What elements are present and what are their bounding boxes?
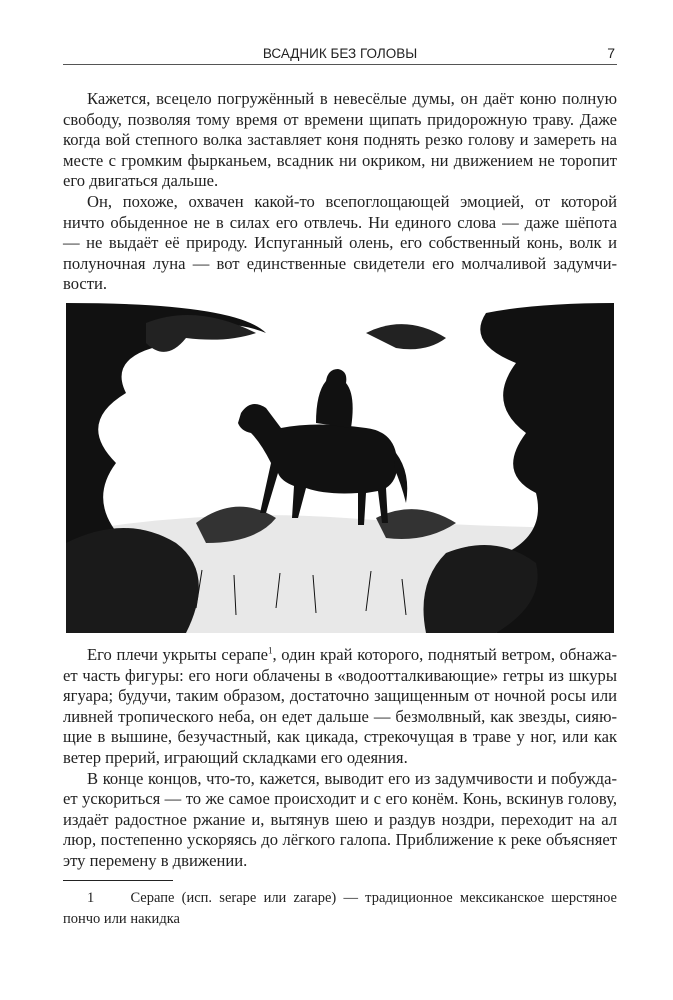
text-line: ет часть фигуры: его ноги облачены в «водоотталкивающие» гетры из шкуры [63, 665, 617, 685]
text-line: ветер прерий, играющий складками его одеяния. [63, 747, 408, 767]
text-block-bottom [63, 645, 617, 872]
footnote-divider [63, 880, 173, 881]
text-line: ет ускориться — то же самое происходит и с его конём. Конь, вскинув голову, [63, 789, 617, 809]
text-line: его двигаться дальше. [63, 171, 219, 191]
page-number: 7 [607, 45, 615, 61]
text-line: В конце концов, что-то, кажется, выводит его из задумчивости и побужда- [87, 768, 617, 788]
text-line: когда вой степного волка заставляет коня поднять резко голову и замереть на [63, 130, 617, 150]
text-line: эту перемену в движении. [63, 850, 248, 870]
running-header [63, 44, 617, 65]
text-block-top [63, 89, 617, 295]
text-line: ягуара; будучи, таким образом, достаточно защищенным от ночной росы или [63, 686, 617, 706]
text-line: ливней тропического неба, он едет дальше — безмолвный, как звезды, сияю- [63, 706, 617, 726]
text-span: Его плечи укрыты серапе [87, 645, 268, 664]
text-line: ничто обыденное не в силах его отвлечь. Ни единого слова — даже шёпота [63, 212, 617, 232]
text-line [63, 645, 617, 666]
text-line: — не выдаёт её природу. Испуганный олень, его собственный конь, волк и [63, 233, 617, 253]
footnote-line: 1 Серапе (исп. serape или zarape) — традиционное мексиканское шерстяное [87, 890, 617, 906]
text-span: , один край которого, поднятый ветром, обнажа- [272, 645, 618, 664]
running-title: ВСАДНИК БЕЗ ГОЛОВЫ [262, 46, 418, 61]
horseman-illustration [66, 303, 614, 633]
text-line: щие в вышине, безучастный, как цикада, стрекочущая в траве у ног, или как [63, 727, 617, 747]
text-line: люр, постепенно ускоряясь до лёгкого галопа. Приближение к реке объясняет [63, 830, 617, 850]
text-line: издаёт радостное ржание и, вытянув шею и раздув ноздри, переходит на ал [63, 809, 617, 829]
text-line: Кажется, всецело погружённый в невесёлые думы, он даёт коню полную [87, 89, 617, 108]
footnote-line: пончо или накидка [63, 911, 180, 927]
footnote-reference[interactable]: 1 [267, 645, 273, 656]
text-line: вости. [63, 274, 108, 294]
text-line: свободу, позволяя тому время от времени щипать придорожную траву. Даже [63, 109, 617, 129]
text-line: полуночная луна — вот единственные свидетели его молчаливой задумчи- [63, 253, 617, 273]
footnote [63, 888, 617, 930]
text-line: Он, похоже, охвачен какой-то всепоглощающей эмоцией, от которой [87, 191, 617, 211]
text-line: месте с громким фырканьем, всадник ни окриком, ни движением не торопит [63, 150, 617, 170]
